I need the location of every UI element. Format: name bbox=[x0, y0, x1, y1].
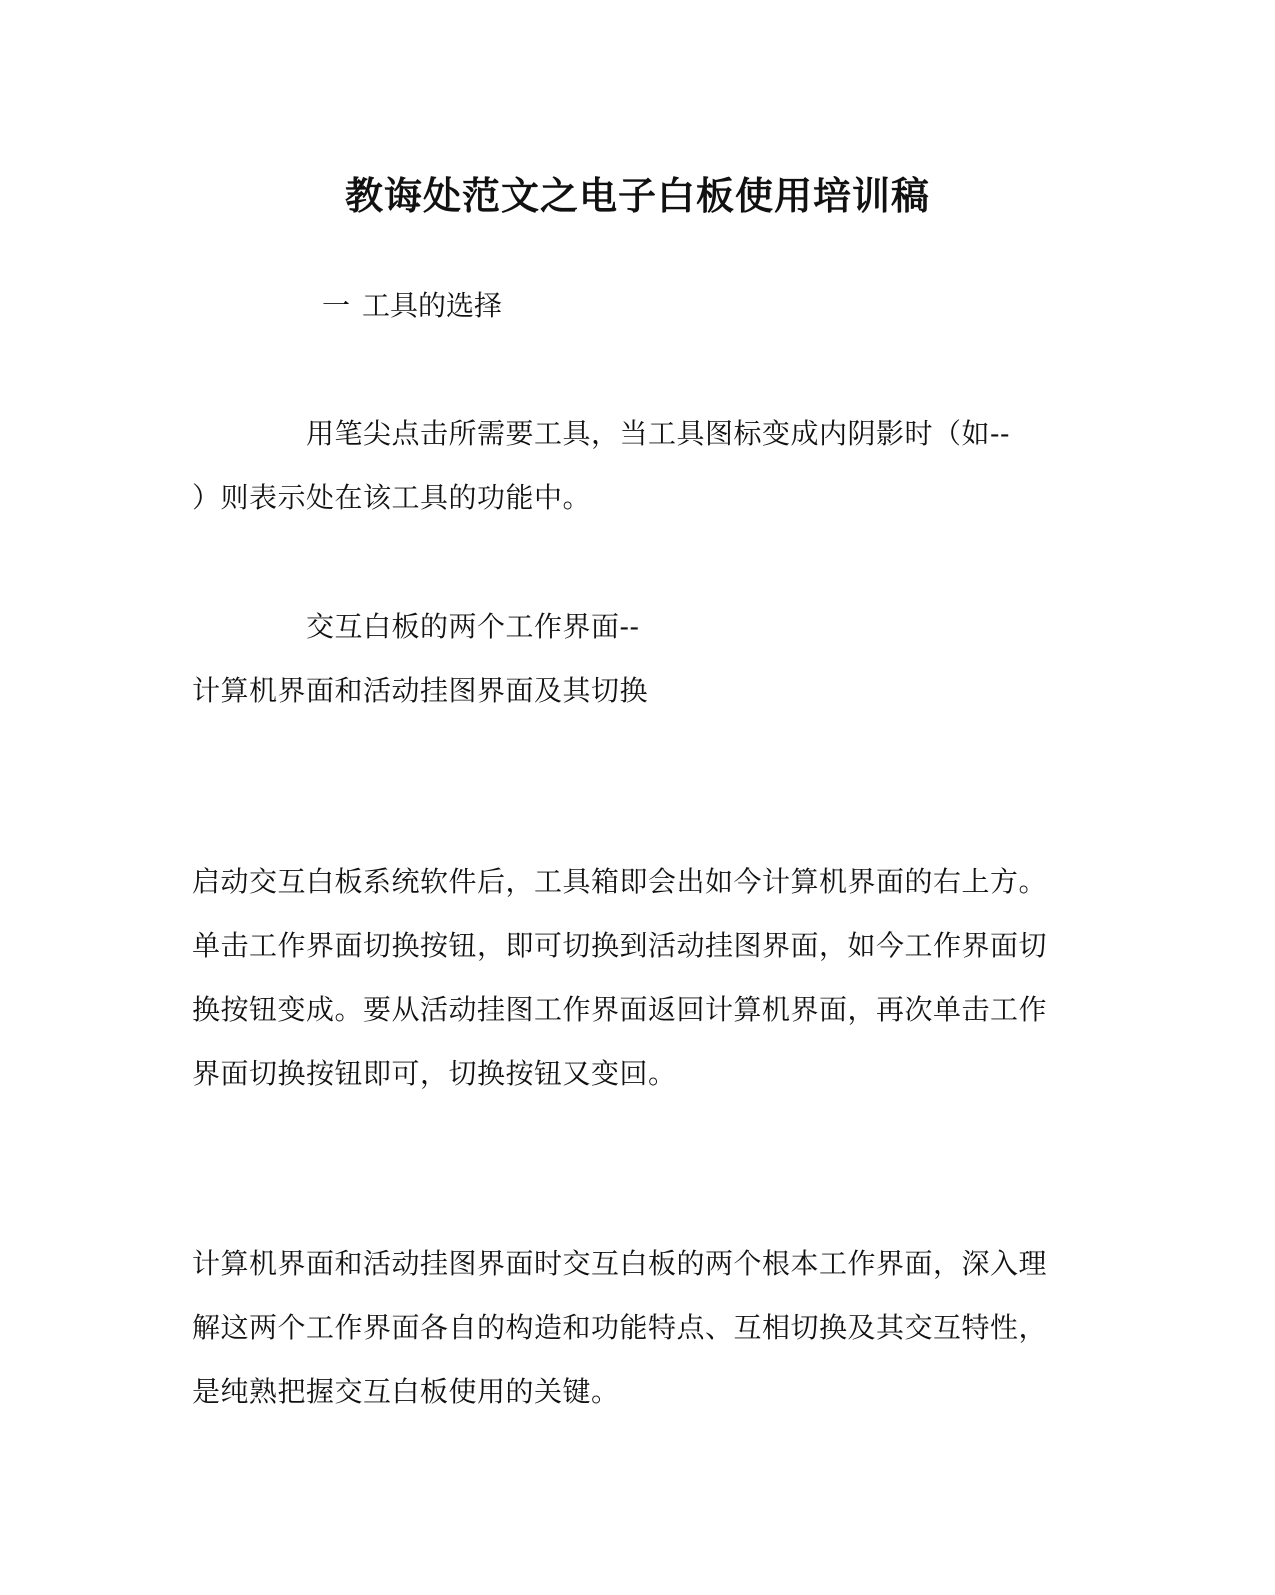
paragraph-line: 单击工作界面切换按钮，即可切换到活动挂图界面，如今工作界面切 bbox=[192, 929, 1048, 962]
paragraph-line: 是纯熟把握交互白板使用的关键。 bbox=[192, 1375, 620, 1408]
paragraph-line: 计算机界面和活动挂图界面及其切换 bbox=[192, 674, 649, 707]
paragraph-key-understanding bbox=[192, 1232, 1072, 1424]
paragraph-line: 换按钮变成。要从活动挂图工作界面返回计算机界面，再次单击工作 bbox=[192, 993, 1048, 1026]
paragraph-two-interfaces bbox=[192, 595, 1072, 723]
paragraph-tool-selection bbox=[192, 402, 1072, 530]
paragraph-line: 用笔尖点击所需要工具，当工具图标变成内阴影时（如-- bbox=[306, 417, 1010, 450]
paragraph-line: 交互白板的两个工作界面-- bbox=[306, 610, 640, 643]
section-number: 一 bbox=[322, 289, 351, 322]
paragraph-line: ）则表示处在该工具的功能中。 bbox=[192, 481, 592, 514]
paragraph-line: 启动交互白板系统软件后，工具箱即会出如今计算机界面的右上方。 bbox=[192, 865, 1048, 898]
section-heading bbox=[322, 284, 502, 328]
document-title: 教诲处范文之电子白板使用培训稿 bbox=[344, 173, 930, 218]
paragraph-switching bbox=[192, 850, 1072, 1106]
section-label: 工具的选择 bbox=[362, 289, 503, 322]
paragraph-line: 解这两个工作界面各自的构造和功能特点、互相切换及其交互特性， bbox=[192, 1311, 1048, 1344]
paragraph-line: 计算机界面和活动挂图界面时交互白板的两个根本工作界面，深入理 bbox=[192, 1247, 1048, 1280]
paragraph-line: 界面切换按钮即可，切换按钮又变回。 bbox=[192, 1057, 677, 1090]
